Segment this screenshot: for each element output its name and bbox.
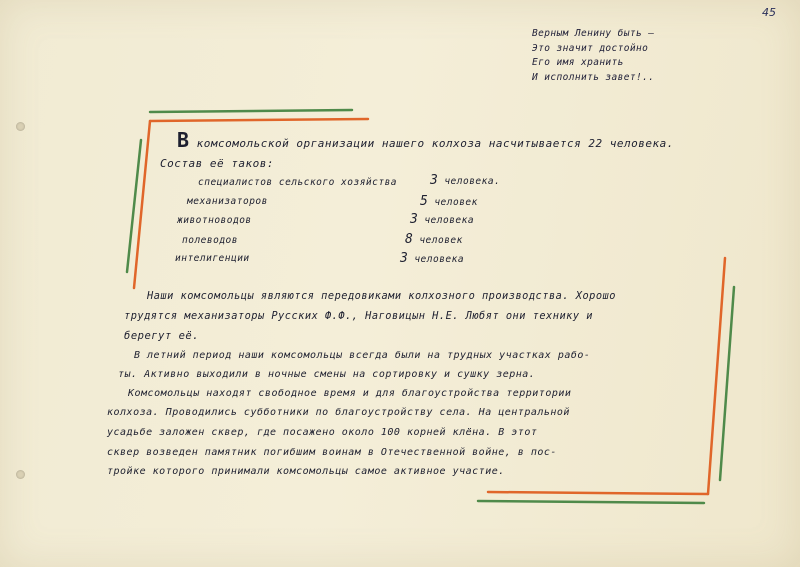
intro-line-2: Состав её таков:: [160, 157, 274, 170]
composition-name: интелигенции: [175, 253, 250, 264]
frame-stroke-orange: [488, 492, 708, 494]
count-value: 3: [400, 251, 409, 266]
paragraph-line: сквер возведен памятник погибшим воинам в Отечественной войне, в пос-: [107, 447, 557, 458]
frame-stroke-orange: [134, 121, 150, 288]
composition-count: [405, 232, 463, 247]
intro-line-1: [177, 128, 674, 152]
paragraph-line: усадьбе заложен сквер, где посажено около 100 корней клёна. В этот: [107, 427, 538, 438]
epigraph-line: Его имя хранить: [532, 57, 624, 68]
drop-cap: В: [177, 128, 190, 152]
paragraph-line: тройке которого принимали комсомольцы самое активное участие.: [107, 466, 505, 477]
count-value: 8: [405, 232, 414, 247]
paragraph-line: Комсомольцы находят свободное время и для благоустройства территории: [128, 388, 572, 399]
count-unit: человек: [434, 197, 478, 208]
count-value: 5: [420, 194, 429, 209]
composition-count: [400, 251, 464, 266]
paragraph-line: Наши комсомольцы являются передовиками колхозного производства. Хорошо: [147, 290, 616, 302]
frame-stroke-green: [127, 140, 141, 272]
composition-name: животноводов: [177, 215, 252, 226]
composition-count: [430, 173, 500, 188]
paragraph-line: ты. Активно выходили в ночные смены на сортировку и сушку зерна.: [118, 369, 536, 380]
intro-text: комсомольской организации нашего колхоза насчитывается 22 человека.: [189, 137, 674, 150]
composition-name: специалистов сельского хозяйства: [198, 177, 398, 188]
composition-name: полеводов: [182, 235, 238, 246]
count-unit: человек: [419, 235, 463, 246]
count-value: 3: [410, 212, 419, 227]
paragraph-line: трудятся механизаторы Русских Ф.Ф., Наговицын Н.Е. Любят они технику и: [124, 310, 593, 322]
count-unit: человека.: [444, 176, 501, 187]
count-value: 3: [430, 173, 439, 188]
count-unit: человека: [424, 215, 475, 226]
frame-stroke-orange: [150, 119, 368, 121]
composition-name: механизаторов: [187, 196, 268, 207]
epigraph-line: И исполнить завет!..: [532, 71, 655, 83]
composition-count: [420, 194, 478, 209]
paragraph-line: колхоза. Проводились субботники по благоустройству села. На центральной: [107, 407, 570, 418]
epigraph-line: Это значит достойно: [532, 42, 649, 54]
paragraph-line: берегут её.: [124, 330, 200, 342]
composition-count: [410, 212, 474, 227]
epigraph-line: Верным Ленину быть —: [532, 28, 655, 39]
page-number: 45: [762, 6, 776, 19]
count-unit: человека: [414, 254, 465, 265]
frame-stroke-green: [478, 501, 704, 503]
frame-stroke-green: [150, 110, 352, 112]
paragraph-line: В летний период наши комсомольцы всегда были на трудных участках рабо-: [134, 350, 591, 361]
frame-stroke-green: [720, 287, 734, 480]
